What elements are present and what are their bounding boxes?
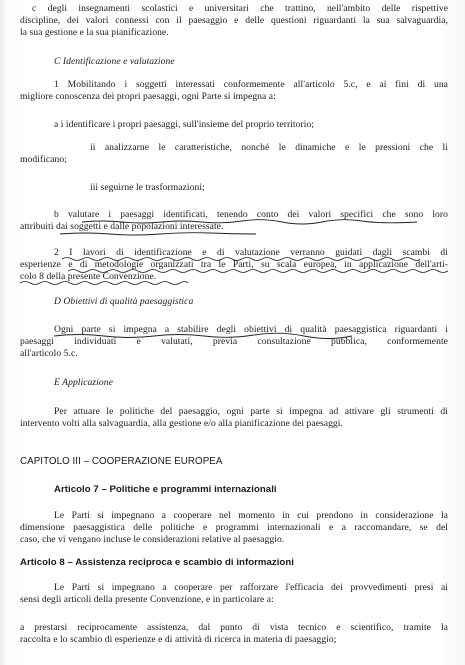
intro-line-2: discipline, dei valori connessi con il paesaggio e delle questioni riguardanti la sua salvaguardia, <box>20 15 448 26</box>
chapter-heading: CAPITOLO III – COOPERAZIONE EUROPEA <box>20 456 223 467</box>
handwritten-underline-p2-1 <box>62 256 422 262</box>
article-7-line-1: Le Parti si impegnano a cooperare nel momento in cui prendono in considerazione la <box>54 510 448 521</box>
intro-line-3: la sua gestione e la sua pianificazione. <box>20 27 169 38</box>
article-7-heading: Articolo 7 – Politiche e programmi internazionali <box>54 484 277 495</box>
section-c-p2-line-3: colo 8 della presente Convenzione. <box>20 271 157 282</box>
section-e-heading: E Applicazione <box>54 377 113 388</box>
section-d-line-1: Ogni parte si impegna a stabilire degli obiettivi di qualità paesaggistica riguardanti i <box>54 324 448 335</box>
section-e-line-1: Per attuare le politiche del paesaggio, ogni parte si impegna ad attivare gli strumenti di <box>54 406 448 417</box>
article-8-line-2: sensi degli articoli della presente Convenzione, e in particolare a: <box>20 594 274 605</box>
article-8-item-a-line-2: raccolta e lo scambio di esperienze e di attività di ricerca in materia di paesaggio; <box>20 634 337 645</box>
section-e-line-2: intervento volti alla salvaguardia, alla gestione e/o alla pianificazione dei paesaggi. <box>20 418 343 429</box>
section-c-item-a-ii-line-2: modificano; <box>20 154 67 165</box>
handwritten-underline-b1 <box>82 219 422 225</box>
article-7-line-2: dimensione paesaggistica delle politiche e programmi internazionali e a raccomandare, se del <box>20 522 448 533</box>
section-c-p2-line-2: esperienze e di metodologie organizzati tra le Parti, su scala europea, in applicazione dell'arti- <box>20 259 448 270</box>
article-7-line-3: caso, che vi vengano incluse le considerazioni relative al paesaggio. <box>20 534 285 545</box>
scan-edge-shadow <box>0 0 6 665</box>
section-c-p1-line-1: 1 Mobilitando i soggetti interessati conformemente all'articolo 5.c, e ai fini di una <box>54 79 448 90</box>
article-8-line-1: Le Parti si impegnano a cooperare per rafforzare l'efficacia dei provvedimenti presi ai <box>54 582 448 593</box>
handwritten-underline-p2-2 <box>68 268 450 274</box>
section-c-p1-line-2: migliore conoscenza dei propri paesaggi, ogni Parte si impegna a: <box>20 91 276 102</box>
section-c-p2-line-1: 2 I lavori di identificazione e di valutazione verranno guidati dagli scambi di <box>54 247 448 258</box>
handwritten-underline-d <box>54 333 354 339</box>
section-c-item-a-ii-line-1: ii analizzarne le caratteristiche, nonché le dinamiche e le pressioni che li <box>90 142 448 153</box>
handwritten-underline-b2 <box>60 231 260 237</box>
section-d-heading: D Obiettivi di qualità paesaggistica <box>54 296 194 307</box>
section-d-line-3: all'articolo 5.c. <box>20 348 78 359</box>
section-c-item-b-line-1: b valutare i paesaggi identificati, tenendo conto dei valori specifici che sono loro <box>54 209 448 220</box>
section-c-item-a-i: a i identificare i propri paesaggi, sull'insieme del proprio territorio; <box>54 119 315 130</box>
intro-line-1: c degli insegnamenti scolastici e universitari che trattino, nell'ambito delle rispettive <box>32 3 448 14</box>
article-8-heading: Articolo 8 – Assistenza reciproca e scambio di informazioni <box>20 557 294 568</box>
section-c-heading: C Identificazione e valutazione <box>54 56 175 67</box>
section-c-item-b-line-2: attribuiti dai soggetti e dalle popolazioni interessate. <box>20 221 224 232</box>
section-d-line-2: paesaggi individuati e valutati, previa consultazione pubblica, conformemente <box>20 336 448 347</box>
section-c-item-a-iii: iii seguirne le trasformazioni; <box>90 182 205 193</box>
handwritten-underline-p2-3 <box>20 280 190 286</box>
article-8-item-a-line-1: a prestarsi reciprocamente assistenza, dal punto di vista tecnico e scientifico, tramite la <box>20 622 448 633</box>
